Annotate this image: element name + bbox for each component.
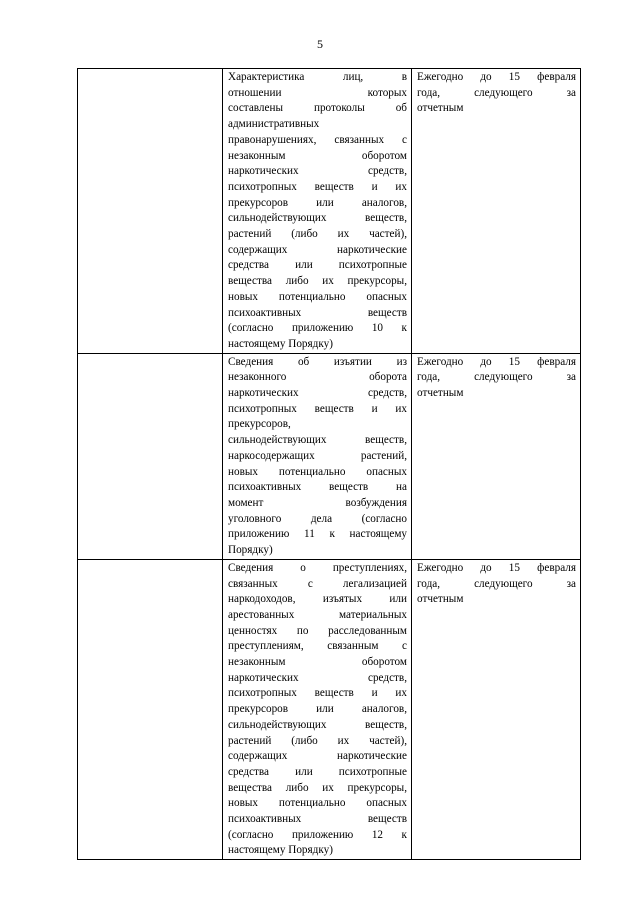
report-description-line: средства или психотропные	[228, 259, 407, 272]
report-description-line: наркосодержащих растений,	[228, 449, 407, 462]
table-row	[78, 69, 581, 354]
report-description-line: содержащих наркотические	[228, 243, 407, 256]
page-number: 5	[317, 37, 323, 51]
report-description-line: настоящему Порядку)	[228, 337, 333, 350]
report-description-line: Характеристика лиц, в	[228, 71, 407, 83]
report-description-line: правонарушениях, связанных с	[228, 133, 407, 146]
report-description-line: растений (либо их частей),	[228, 228, 407, 241]
report-description-line: сильнодействующих веществ,	[228, 212, 407, 225]
report-description-line: арестованных материальных	[228, 608, 407, 621]
report-description-line: момент возбуждения	[228, 496, 407, 509]
report-description-line: Сведения о преступлениях,	[228, 561, 407, 574]
report-description-line: средства или психотропные	[228, 765, 407, 778]
report-description-line: Сведения об изъятии из	[228, 355, 407, 368]
report-description-line: прекурсоров,	[228, 418, 291, 431]
report-description-line: наркотических средств,	[228, 387, 407, 400]
report-description-line: незаконным оборотом	[228, 656, 407, 669]
deadline-cell	[412, 353, 581, 559]
report-description-line: приложению 11 к настоящему	[228, 528, 407, 541]
report-description-line: составлены протоколы об	[228, 102, 407, 115]
deadline-line: Ежегодно до 15 февраля	[417, 561, 576, 574]
deadline-line: отчетным	[417, 102, 464, 115]
report-description-line: отношении которых	[228, 86, 407, 99]
report-description-line: новых потенциально опасных	[228, 465, 407, 478]
report-description-line: психоактивных веществ	[228, 813, 407, 826]
table-body	[78, 69, 581, 860]
table-row	[78, 559, 581, 859]
report-description-line: незаконного оборота	[228, 371, 407, 384]
report-description-line: незаконным оборотом	[228, 149, 407, 162]
deadline-line: Ежегодно до 15 февраля	[417, 71, 576, 83]
report-description-line: связанных с легализацией	[228, 577, 407, 590]
report-description-line: преступлениям, связанным с	[228, 640, 407, 653]
report-description-line: наркодоходов, изъятых или	[228, 593, 407, 606]
report-description-line: психотропных веществ и их	[228, 687, 407, 700]
report-description-line: прекурсоров или аналогов,	[228, 703, 407, 716]
report-description-line: психоактивных веществ	[228, 306, 407, 319]
report-description-cell	[223, 69, 412, 354]
empty-cell	[78, 69, 223, 354]
table-row	[78, 353, 581, 559]
report-description-line: уголовного дела (согласно	[228, 512, 407, 525]
deadline-line: года, следующего за	[417, 577, 576, 590]
report-description-cell	[223, 353, 412, 559]
deadline-cell	[412, 69, 581, 354]
report-description-line: наркотических средств,	[228, 165, 407, 178]
report-description-line: Порядку)	[228, 544, 273, 557]
deadline-line: года, следующего за	[417, 371, 576, 384]
report-description-line: сильнодействующих веществ,	[228, 718, 407, 731]
report-description-line: психоактивных веществ на	[228, 481, 407, 494]
report-description-line: настоящему Порядку)	[228, 844, 333, 857]
deadline-line: Ежегодно до 15 февраля	[417, 355, 576, 368]
deadline-line: отчетным	[417, 593, 464, 606]
report-description-line: вещества либо их прекурсоры,	[228, 781, 407, 794]
report-description-line: новых потенциально опасных	[228, 797, 407, 810]
report-description-line: ценностях по расследованным	[228, 624, 407, 637]
deadline-cell	[412, 559, 581, 859]
report-description-line: растений (либо их частей),	[228, 734, 407, 747]
report-description-line: административных	[228, 118, 320, 131]
report-description-cell	[223, 559, 412, 859]
reporting-table	[77, 68, 581, 860]
empty-cell	[78, 353, 223, 559]
deadline-line: отчетным	[417, 387, 464, 400]
report-description-line: наркотических средств,	[228, 671, 407, 684]
report-description-line: сильнодействующих веществ,	[228, 434, 407, 447]
deadline-line: года, следующего за	[417, 86, 576, 99]
report-description-line: вещества либо их прекурсоры,	[228, 275, 407, 288]
report-description-line: новых потенциально опасных	[228, 290, 407, 303]
report-description-line: прекурсоров или аналогов,	[228, 196, 407, 209]
report-description-line: (согласно приложению 10 к	[228, 322, 407, 335]
report-description-line: психотропных веществ и их	[228, 402, 407, 415]
empty-cell	[78, 559, 223, 859]
report-description-line: психотропных веществ и их	[228, 180, 407, 193]
report-description-line: (согласно приложению 12 к	[228, 828, 407, 841]
report-description-line: содержащих наркотические	[228, 750, 407, 763]
